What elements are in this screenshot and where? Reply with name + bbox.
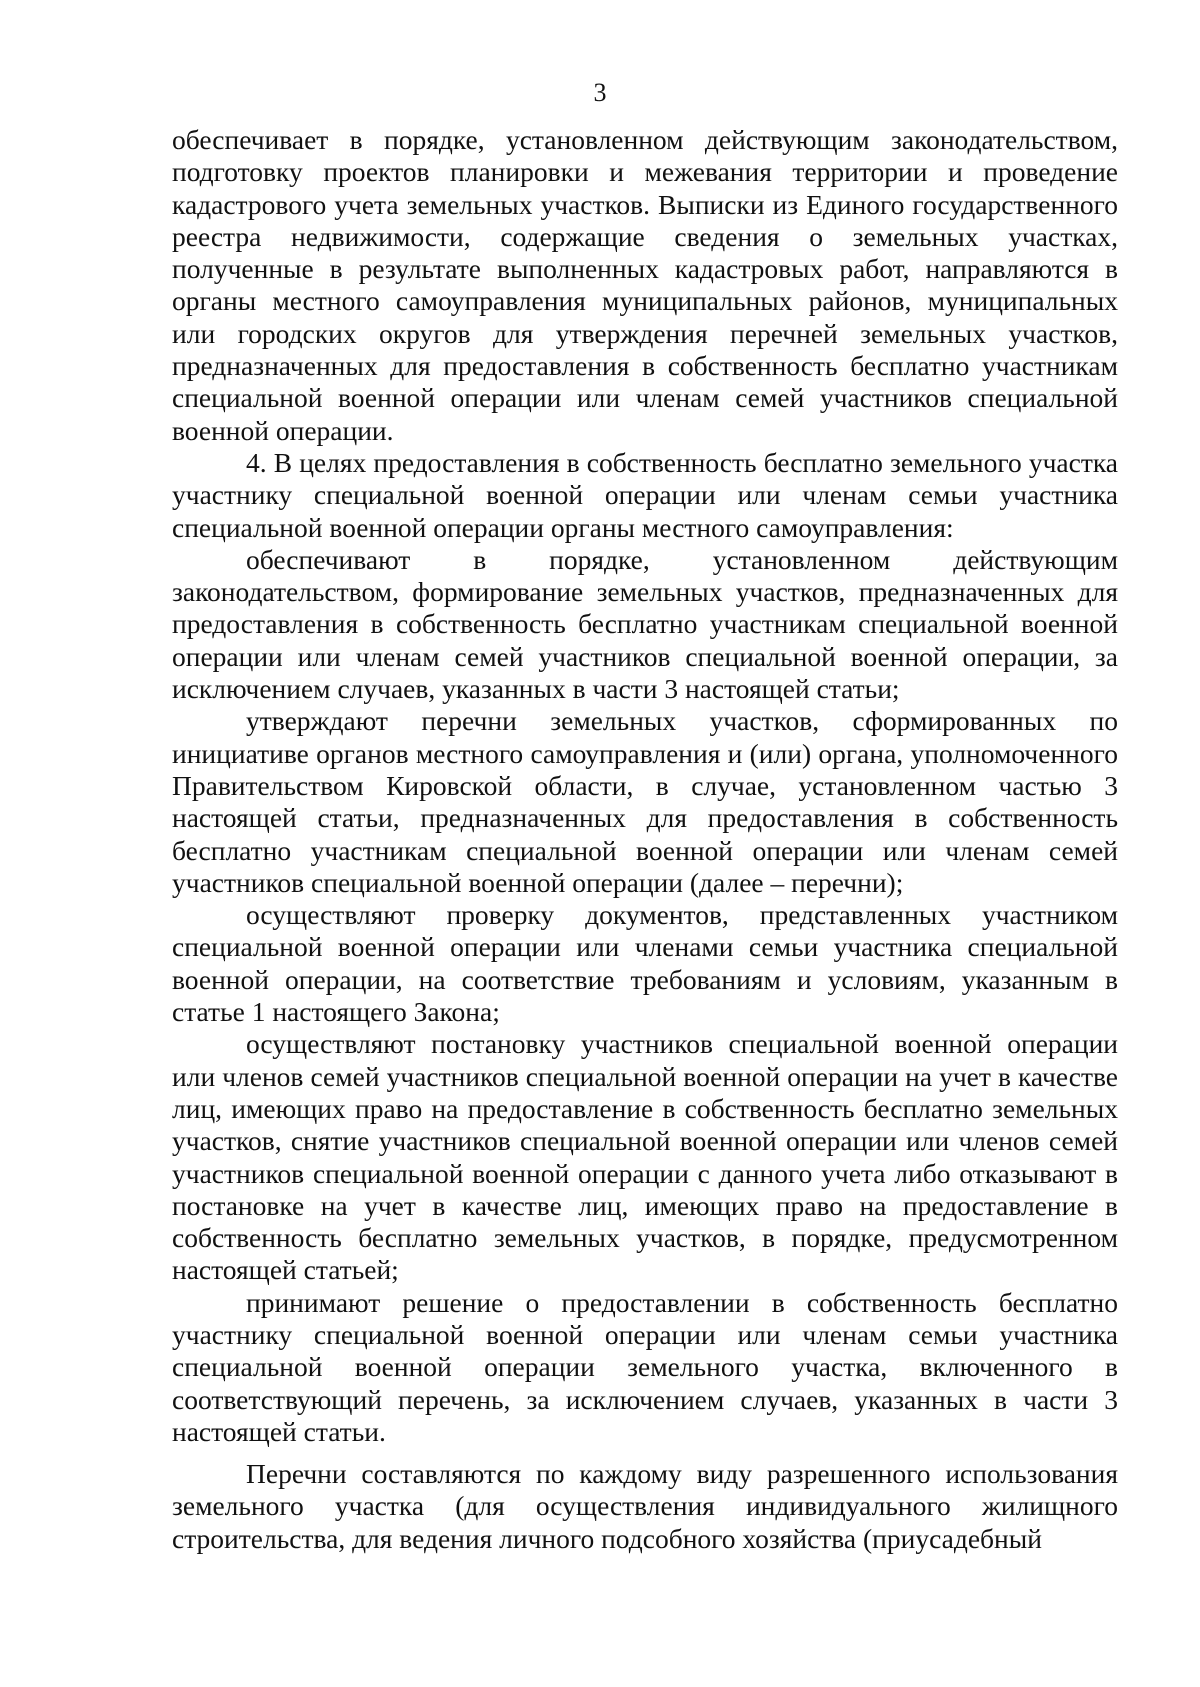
paragraph-item-4: 4. В целях предоставления в собственность бесплатно земельного участка участнику специальной военной операции или членам семьи участника специальной военной операции органы местного самоуправления: [172,446,1118,543]
paragraph-verify-documents: осуществляют проверку документов, представленных участником специальной военной операции или членами семьи участника специальной военной операции, на соответствие требованиям и условиям, указанным в статье 1 настоящего Закона; [172,899,1118,1028]
paragraph-decision: принимают решение о предоставлении в собственность бесплатно участнику специальной военной операции или членам семьи участника специальной военной операции земельного участка, включенного в соответствующий перечень, за исключением случаев, указанных в части 3 настоящей статьи. [172,1286,1118,1447]
paragraph-registration: осуществляют постановку участников специальной военной операции или членов семей участников специальной военной операции на учет в качестве лиц, имеющих право на предоставление в собственность бесплатно земельных участков, снятие участников специальной военной операции или членов семей участников специальной военной операции с данного учета либо отказывают в постановке на учет в качестве лиц, имеющих право на предоставление в собственность бесплатно земельных участков, в порядке, предусмотренном настоящей статьей; [172,1028,1118,1286]
page-number: 3 [593,78,607,107]
document-body [172,124,1118,1555]
paragraph-ensure-formation: обеспечивают в порядке, установленном действующим законодательством, формирование земельных участков, предназначенных для предоставления в собственность бесплатно участникам специальной военной операции или членам семей участников специальной военной операции, за исключением случаев, указанных в части 3 настоящей статьи; [172,543,1118,705]
paragraph-approve-lists: утверждают перечни земельных участков, сформированных по инициативе органов местного самоуправления и (или) органа, уполномоченного Правительством Кировской области, в случае, установленном частью 3 настоящей статьи, предназначенных для предоставления в собственность бесплатно участникам специальной военной операции или членам семей участников специальной военной операции (далее – перечни); [172,705,1118,898]
paragraph-continuation: обеспечивает в порядке, установленном действующим законодательством, подготовку проектов планировки и межевания территории и проведение кадастрового учета земельных участков. Выписки из Единого государственного реестра недвижимости, содержащие сведения о земельных участках, полученные в результате выполненных кадастровых работ, направляются в органы местного самоуправления муниципальных районов, муниципальных или городских округов для утверждения перечней земельных участков, предназначенных для предоставления в собственность бесплатно участникам специальной военной операции или членам семей участников специальной военной операции. [172,124,1118,446]
paragraph-lists-composition: Перечни составляются по каждому виду разрешенного использования земельного участка (для осуществления индивидуального жилищного строительства, для ведения личного подсобного хозяйства (приусадебный [172,1458,1118,1554]
